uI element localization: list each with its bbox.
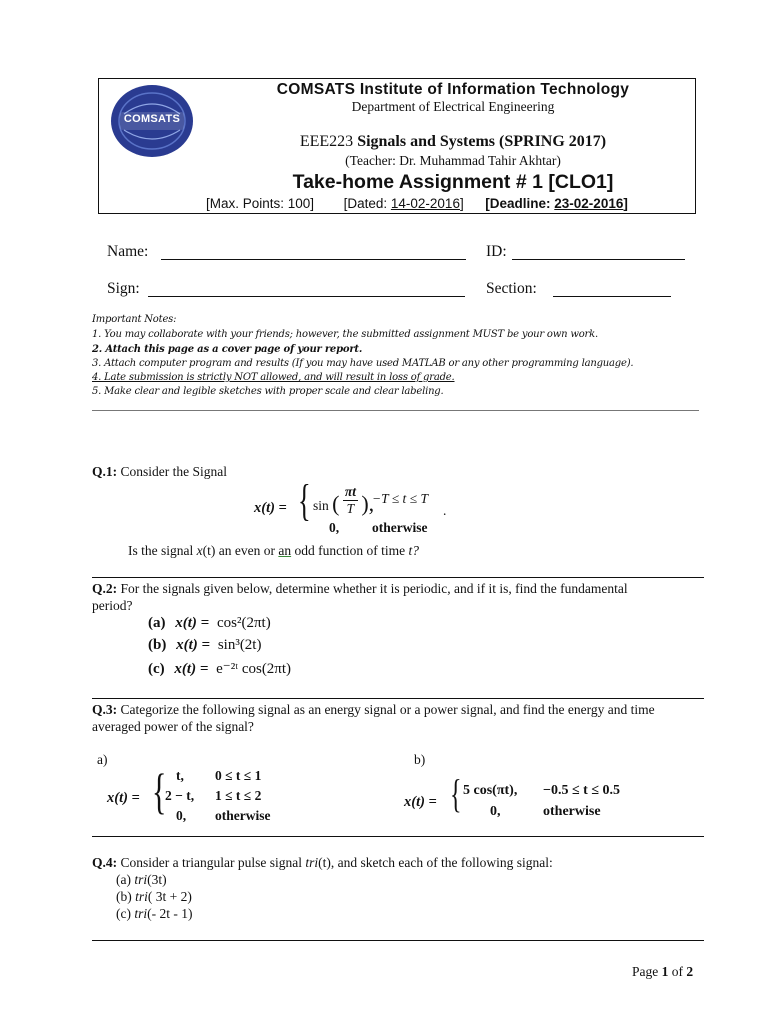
q2-prompt xyxy=(92,580,652,614)
q4-text-arg: (t) xyxy=(318,855,331,870)
q2-rhs: e⁻²ᵗ cos(2πt) xyxy=(216,661,292,677)
points-date-line xyxy=(206,196,628,211)
deadline-label: [Deadline: xyxy=(485,196,551,211)
q1-period: . xyxy=(443,503,447,518)
page-footer xyxy=(632,964,693,980)
note-item: 2. Attach this page as a cover page of your report. xyxy=(92,344,363,355)
dated-value: 14-02-2016 xyxy=(390,196,460,211)
q1-prompt xyxy=(92,464,227,480)
q1-denominator: T xyxy=(346,501,355,517)
q4-item-arg: ( 3t + 2) xyxy=(147,889,192,904)
max-points: [Max. Points: 100] xyxy=(206,196,315,211)
q3-a-case-val: 2 − t, xyxy=(165,788,195,803)
q1-cond1: −T ≤ t ≤ T xyxy=(372,491,428,506)
q3-a-case-cond: otherwise xyxy=(215,808,271,823)
sign-label: Sign: xyxy=(107,280,140,297)
note-item: 4. Late submission is strictly NOT allowed, and will result in loss of grade. xyxy=(92,372,455,383)
q4-text-pre: Consider a triangular pulse signal xyxy=(120,855,306,870)
q2-item-a xyxy=(148,615,271,632)
divider-q4 xyxy=(92,940,704,941)
q3-b-case-cond: otherwise xyxy=(543,804,601,819)
q2-rhs: sin³(2t) xyxy=(217,637,262,653)
q1-question xyxy=(128,543,419,559)
q1-question-end: t? xyxy=(408,543,419,558)
q4-item-fn: tri xyxy=(134,872,148,887)
name-field[interactable] xyxy=(161,259,466,260)
of-label: of xyxy=(671,964,683,979)
q3-b-case-val: 5 cos(πt), xyxy=(463,783,518,798)
q1-text: Consider the Signal xyxy=(120,464,227,479)
logo-text: COMSATS xyxy=(123,113,181,125)
q4-item xyxy=(116,872,167,888)
q1-numerator: πt xyxy=(344,484,356,500)
q3-a-case-cond: 0 ≤ t ≤ 1 xyxy=(215,768,262,783)
id-label: ID: xyxy=(486,243,507,260)
q4-item-fn: tri xyxy=(135,889,148,904)
q1-question-an: an xyxy=(278,543,292,558)
teacher-line: (Teacher: Dr. Muhammad Tahir Akhtar) xyxy=(345,153,561,168)
q2-lhs: x(t) = xyxy=(174,661,209,677)
q1-brace: { xyxy=(298,476,311,525)
notes-heading: Important Notes: xyxy=(92,314,177,325)
q3-a-case-val: t, xyxy=(176,768,184,783)
q4-item-fn: tri xyxy=(134,906,148,921)
q4-item xyxy=(116,906,192,922)
q2-tag: (a) xyxy=(148,615,166,631)
q3-text: Categorize the following signal as an energy signal or a power signal, and find the energy and time averaged power of the signal? xyxy=(92,702,655,734)
q1-case2-val: 0, xyxy=(329,520,340,535)
q1-question-t: (t) xyxy=(202,543,216,558)
q3-b-brace: { xyxy=(450,771,462,816)
name-label: Name: xyxy=(107,243,149,260)
divider-q1 xyxy=(92,577,704,578)
q2-label: Q.2: xyxy=(92,581,118,596)
q3-b-case-val: 0, xyxy=(490,804,501,819)
divider-q2 xyxy=(92,698,704,699)
q3-b-lhs: x(t) = xyxy=(404,794,437,810)
q2-item-b xyxy=(148,637,261,654)
q2-item-c xyxy=(148,659,291,678)
q1-fraction xyxy=(343,484,358,517)
q3-a-label: a) xyxy=(97,752,108,767)
q1-question-pre: Is the signal xyxy=(128,543,194,558)
q3-a-lhs: x(t) = xyxy=(107,790,140,806)
dated-label: [Dated: xyxy=(343,196,388,211)
q1-question-mid2: odd function of time xyxy=(291,543,409,558)
section-label: Section: xyxy=(486,280,537,297)
note-item: 5. Make clear and legible sketches with proper scale and clear labeling. xyxy=(92,386,444,397)
course-code: EEE223 xyxy=(299,133,354,150)
sign-field[interactable] xyxy=(148,296,465,297)
notes-divider xyxy=(92,410,699,411)
page-number: 1 xyxy=(661,964,669,979)
section-field[interactable] xyxy=(553,296,671,297)
q3-prompt xyxy=(92,701,692,735)
q1-question-mid1: an even or xyxy=(215,543,279,558)
q1-rparen: ), xyxy=(361,491,375,516)
course-line xyxy=(210,133,696,151)
note-item: 1. You may collaborate with your friends; however, the submitted assignment MUST be your own work. xyxy=(92,329,598,340)
deadline-close: ] xyxy=(623,196,628,211)
course-name: Signals and Systems (SPRING 2017) xyxy=(357,133,607,150)
department-name: Department of Electrical Engineering xyxy=(351,99,555,114)
q3-b-case-cond: −0.5 ≤ t ≤ 0.5 xyxy=(543,783,621,798)
q3-a-brace: { xyxy=(152,763,167,819)
page-label: Page xyxy=(632,964,659,979)
q4-label: Q.4: xyxy=(92,855,118,870)
q1-label: Q.1: xyxy=(92,464,118,479)
deadline-value: 23-02-2016 xyxy=(554,196,624,211)
q4-item-arg: (3t) xyxy=(147,872,167,887)
q3-a-case-cond: 1 ≤ t ≤ 2 xyxy=(215,788,262,803)
q4-item-arg: (- 2t - 1) xyxy=(147,906,193,921)
q2-lhs: x(t) = xyxy=(176,637,211,653)
q4-item-tag: (b) xyxy=(116,889,132,904)
q2-tag: (b) xyxy=(148,637,167,653)
q1-lparen: ( xyxy=(332,491,340,516)
dated-close: ] xyxy=(459,196,464,211)
comsats-logo xyxy=(110,84,194,158)
q2-text: For the signals given below, determine whether it is periodic, and if it is, find the fundamental period? xyxy=(92,581,628,613)
note-item: 3. Attach computer program and results (If you may have used MATLAB or any other programming language). xyxy=(92,358,634,369)
q3-a-case-val: 0, xyxy=(176,808,187,823)
q1-case2-cond: otherwise xyxy=(372,520,428,535)
q1-question-sig: x xyxy=(196,543,203,558)
page-total: 2 xyxy=(686,964,694,979)
q2-rhs: cos²(2πt) xyxy=(216,615,271,631)
q1-sin: sin xyxy=(313,498,329,513)
divider-q3 xyxy=(92,836,704,837)
q1-lhs: x(t) = xyxy=(254,500,287,516)
institute-name: COMSATS Institute of Information Technology xyxy=(276,81,630,98)
q4-text-post: , and sketch each of the following signal: xyxy=(330,855,553,870)
q2-lhs: x(t) = xyxy=(175,615,210,631)
q4-item-tag: (a) xyxy=(116,872,131,887)
q4-item-tag: (c) xyxy=(116,906,131,921)
q4-prompt xyxy=(92,855,553,871)
assignment-title: Take-home Assignment # 1 [CLO1] xyxy=(292,171,614,193)
q1-case1 xyxy=(313,484,374,517)
q4-item xyxy=(116,889,192,905)
id-field[interactable] xyxy=(512,259,685,260)
q3-label: Q.3: xyxy=(92,702,118,717)
q3-b-label: b) xyxy=(414,752,426,767)
q4-text-sig: tri xyxy=(305,855,319,870)
q2-tag: (c) xyxy=(148,661,165,677)
